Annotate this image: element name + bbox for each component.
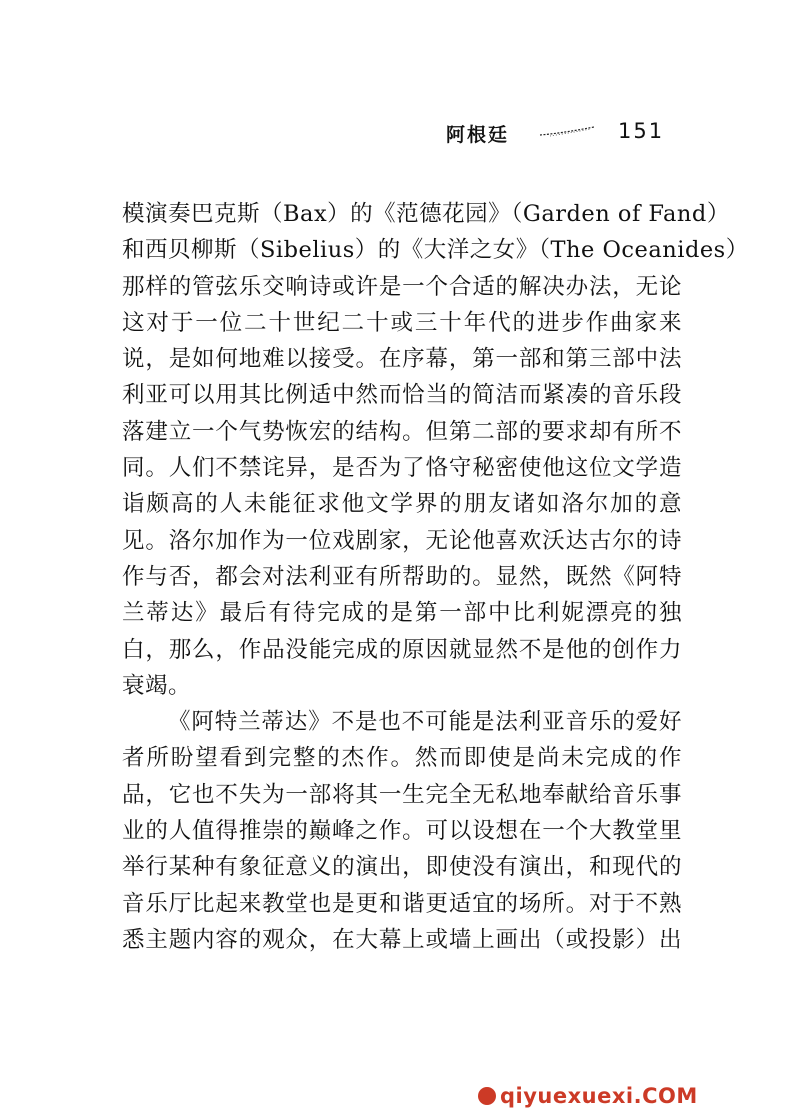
text-line: 白，那么，作品没能完成的原因就显然不是他的创作力 (122, 636, 682, 663)
text-line: 这对于一位二十世纪二十或三十年代的进步作曲家来 (122, 309, 682, 336)
text-line: 见。洛尔加作为一位戏剧家，无论他喜欢沃达古尔的诗 (122, 527, 682, 554)
text-line: 那样的管弦乐交响诗或许是一个合适的解决办法，无论 (122, 273, 682, 300)
text-line: 诣颇高的人未能征求他文学界的朋友诸如洛尔加的意 (122, 491, 682, 518)
paragraph-2 (122, 704, 682, 958)
text-line: 同。人们不禁诧异，是否为了恪守秘密使他这位文学造 (122, 455, 682, 482)
text-line: 《阿特兰蒂达》不是也不可能是法利亚音乐的爱好 (168, 709, 682, 736)
text-line: 说，是如何地难以接受。在序幕，第一部和第三部中法 (122, 346, 682, 373)
text-line: 作与否，都会对法利亚有所帮助的。显然，既然《阿特 (122, 563, 682, 590)
logo-circle-icon (478, 1087, 496, 1105)
page-number: 151 (618, 119, 665, 143)
text-line: 业的人值得推崇的巅峰之作。可以设想在一个大教堂里 (122, 818, 682, 845)
text-line: 衰竭。 (122, 672, 192, 699)
text-line: 品，它也不失为一部将其一生完全无私地奉献给音乐事 (122, 781, 682, 808)
text-line: 悉主题内容的观众，在大幕上或墙上画出（或投影）出 (122, 926, 682, 953)
text-line: 音乐厅比起来教堂也是更和谐更适宜的场所。对于不熟 (122, 890, 682, 917)
running-head (446, 116, 676, 146)
text-line: 者所盼望看到完整的杰作。然而即使是尚未完成的作 (122, 745, 682, 772)
text-line: 利亚可以用其比例适中然而恰当的简洁而紧凑的音乐段 (122, 382, 682, 409)
running-title: 阿根廷 (446, 124, 510, 146)
text-line: 落建立一个气势恢宏的结构。但第二部的要求却有所不 (122, 418, 682, 445)
text-line: 模演奏巴克斯（Bax）的《范德花园》（Garden of Fand） (122, 201, 730, 227)
paragraph-1 (122, 196, 749, 704)
watermark-text: qiyuexuexi.COM (500, 1084, 698, 1108)
watermark (478, 1084, 698, 1108)
text-line: 举行某种有象征意义的演出，即使没有演出，和现代的 (122, 854, 682, 881)
text-line: 兰蒂达》最后有待完成的是第一部中比利妮漂亮的独 (122, 600, 682, 627)
body-text (122, 196, 749, 958)
text-line: 和西贝柳斯（Sibelius）的《大洋之女》（The Oceanides） (122, 237, 749, 264)
ornament-icon (538, 126, 596, 138)
